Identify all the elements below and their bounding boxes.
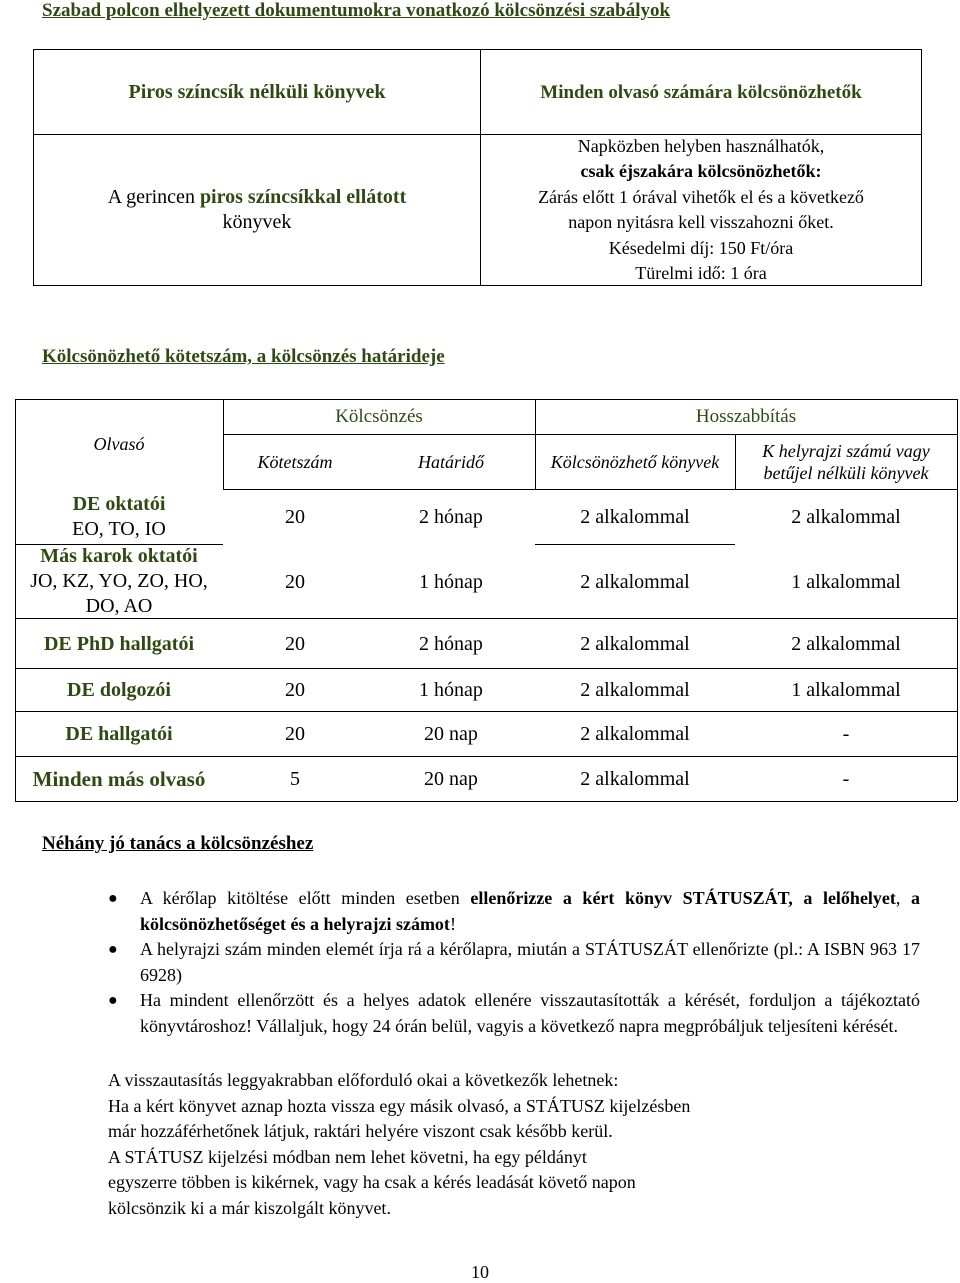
table-row-reader: DE hallgatói bbox=[65, 723, 173, 745]
table-cell-ext1: 2 alkalommal bbox=[580, 768, 690, 790]
header-deadline: Határidő bbox=[417, 451, 484, 472]
table-row-reader: DE oktatói EO, TO, IO bbox=[72, 493, 166, 540]
page-number: 10 bbox=[471, 1262, 489, 1282]
table-cell-ext2: - bbox=[842, 768, 850, 790]
table-cell-deadline: 1 hónap bbox=[419, 570, 483, 593]
rules-cell-red-stripe: A gerincen piros színcsíkkal ellátott könyvek bbox=[107, 186, 407, 233]
list-item: ● A kérőlap kitöltése előtt minden esetben ellenőrizze a kért könyv STÁTUSZÁT, a lelőhelyet, a kölcsönözhetőséget és a helyrajzi számot! bbox=[108, 888, 920, 934]
table-cell-deadline: 2 hónap bbox=[419, 632, 483, 655]
table-cell-volumes: 20 bbox=[285, 506, 305, 528]
table-cell-ext1: 2 alkalommal bbox=[580, 632, 690, 655]
table-row-reader: DE PhD hallgatói bbox=[43, 632, 195, 655]
header-loanable-books: Kölcsönözhető könyvek bbox=[550, 451, 720, 472]
rules-cell-all-readers: Minden olvasó számára kölcsönözhetők bbox=[540, 81, 862, 103]
rules-table bbox=[33, 49, 922, 286]
loan-table bbox=[15, 399, 957, 801]
list-item: ● A helyrajzi szám minden elemét írja rá a kérőlapra, miután a STÁTUSZÁT ellenőrizte (pl.: A ISBN 963 17 6928) bbox=[108, 939, 920, 985]
table-cell-ext2: 1 alkalommal bbox=[791, 679, 901, 701]
table-cell-ext1: 2 alkalommal bbox=[580, 679, 690, 701]
table-cell-volumes: 20 bbox=[285, 632, 305, 655]
table-cell-volumes: 5 bbox=[290, 768, 300, 790]
table-cell-ext2: 2 alkalommal bbox=[791, 632, 901, 655]
table-cell-volumes: 20 bbox=[285, 723, 305, 745]
table-cell-ext2: 2 alkalommal bbox=[791, 506, 901, 528]
header-loan: Kölcsönzés bbox=[335, 405, 423, 427]
refusal-paragraph: A visszautasítás leggyakrabban előforduló okai a következők lehetnek: Ha a kért könyvet aznap hozta vissza egy másik olvasó, a STÁTUSZ kijelzésben már hozzáférhetőnek látjuk, raktári helyére viszont csak később kerül. A STÁTUSZ kijelzési módban nem lehet követni, ha egy példányt egyszerre többen is kikérnek, vagy ha csak a kérés leadását követő napon kölcsönzik ki a már kiszolgált könyvet. bbox=[108, 1070, 691, 1218]
table-cell-ext1: 2 alkalommal bbox=[580, 723, 690, 745]
header-k-books: K helyrajzi számú vagy betűjel nélküli könyvek bbox=[762, 440, 930, 483]
table-row-reader: Más karok oktatói JO, KZ, YO, ZO, HO, DO, AO bbox=[30, 545, 208, 617]
bullet-icon: ● bbox=[108, 992, 118, 1009]
table-cell-ext2: 1 alkalommal bbox=[791, 570, 901, 593]
rules-cell-overnight: Napközben helyben használhatók, csak éjszakára kölcsönözhetők: Zárás előtt 1 órával vihetők el és a következő napon nyitásra kell visszahozni őket. Késedelmi díj: 150 Ft/óra Türelmi idő: 1 óra bbox=[538, 135, 864, 283]
tips-list bbox=[108, 886, 920, 1039]
table-cell-deadline: 20 nap bbox=[424, 768, 478, 790]
bullet-icon: ● bbox=[108, 941, 118, 958]
table-row-reader: Minden más olvasó bbox=[32, 767, 206, 791]
table-cell-deadline: 20 nap bbox=[424, 723, 478, 745]
table-cell-ext1: 2 alkalommal bbox=[580, 506, 690, 528]
header-extension: Hosszabbítás bbox=[695, 405, 797, 427]
table-cell-deadline: 2 hónap bbox=[419, 506, 483, 528]
table-cell-ext2: - bbox=[842, 723, 850, 745]
table-cell-volumes: 20 bbox=[285, 570, 305, 593]
table-cell-deadline: 1 hónap bbox=[419, 679, 483, 701]
list-item: ● Ha mindent ellenőrzött és a helyes adatok ellenére visszautasították a kérését, forduljon a tájékoztató könyvtároshoz! Vállaljuk, hogy 24 órán belül, vagyis a következő napra megpróbáljuk teljesíteni kérését. bbox=[108, 990, 920, 1036]
rules-cell-no-stripe: Piros színcsík nélküli könyvek bbox=[128, 80, 386, 103]
bullet-icon: ● bbox=[108, 890, 118, 907]
table-cell-volumes: 20 bbox=[285, 679, 305, 701]
section-title-tips: Néhány jó tanács a kölcsönzéshez bbox=[42, 833, 314, 854]
table-cell-ext1: 2 alkalommal bbox=[580, 570, 690, 593]
page-title: Szabad polcon elhelyezett dokumentumokra vonatkozó kölcsönzési szabályok bbox=[42, 0, 671, 21]
header-reader: Olvasó bbox=[93, 434, 145, 454]
table-row-reader: DE dolgozói bbox=[67, 679, 171, 701]
header-volumes: Kötetszám bbox=[257, 451, 333, 472]
section-title-loans: Kölcsönözhető kötetszám, a kölcsönzés határideje bbox=[42, 346, 445, 367]
